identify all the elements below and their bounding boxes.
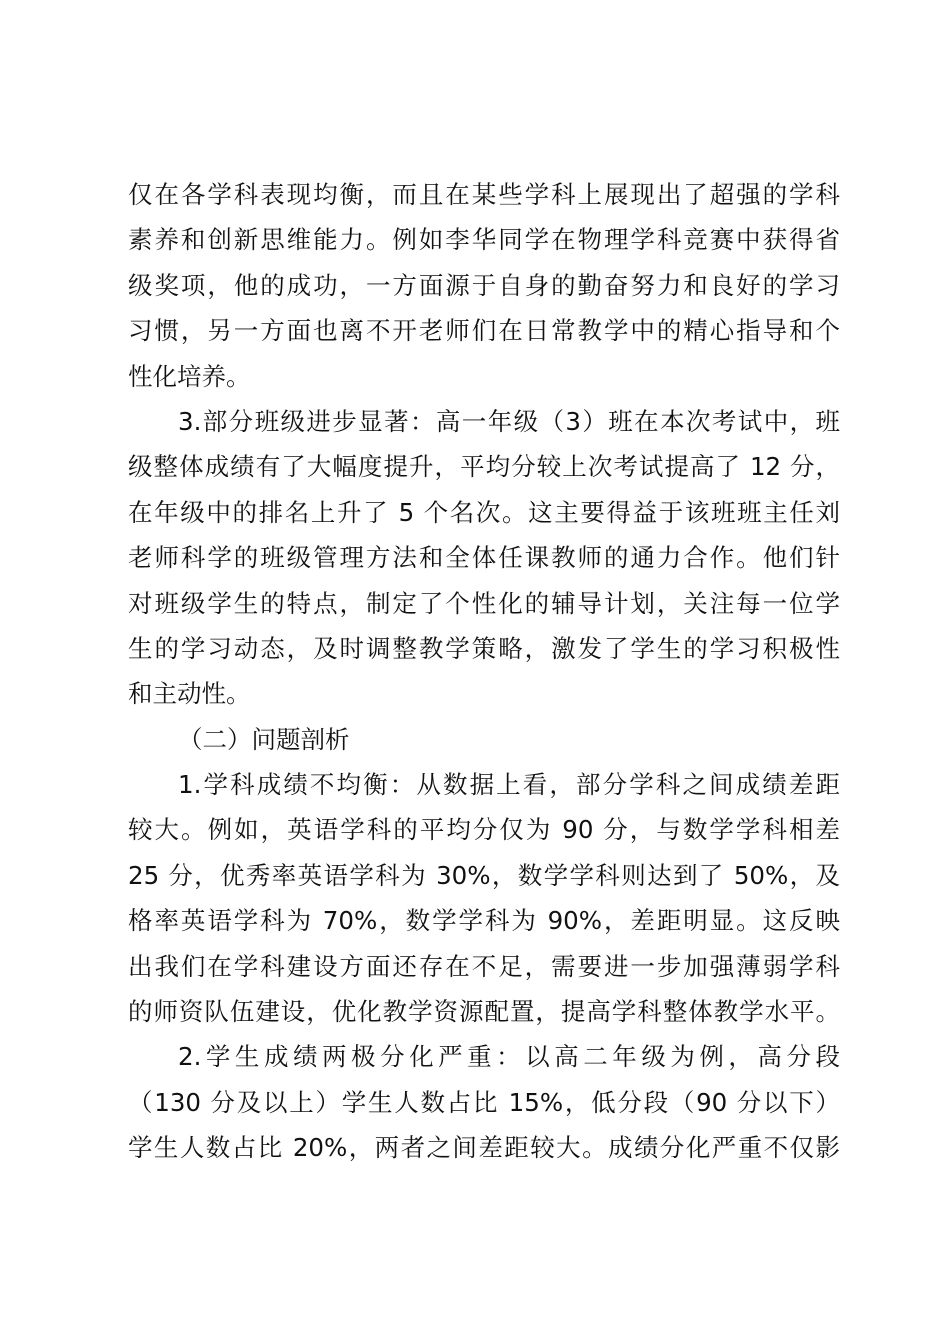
text-line: 的师资队伍建设，优化教学资源配置，提高学科整体教学水平。: [128, 997, 840, 1027]
text-line: 较大。例如，英语学科的平均分仅为 90 分，与数学学科相差: [128, 815, 840, 845]
text-line: 性化培养。: [128, 361, 251, 391]
text-line: 素养和创新思维能力。例如李华同学在物理学科竞赛中获得省: [128, 225, 840, 255]
text-line: 仅在各学科表现均衡，而且在某些学科上展现出了超强的学科: [128, 180, 840, 209]
text-line: 和主动性。: [128, 679, 251, 709]
text-line: 1.学科成绩不均衡：从数据上看，部分学科之间成绩差距: [178, 770, 840, 800]
text-line: 级整体成绩有了大幅度提升，平均分较上次考试提高了 12 分，: [128, 452, 840, 482]
body-text: [128, 172, 840, 1171]
text-line: 出我们在学科建设方面还存在不足，需要进一步加强薄弱学科: [128, 951, 840, 981]
text-line: 生的学习动态，及时调整教学策略，激发了学生的学习积极性: [128, 633, 840, 663]
text-line: 级奖项，他的成功，一方面源于自身的勤奋努力和良好的学习: [128, 270, 840, 300]
text-line: 学生人数占比 20%，两者之间差距较大。成绩分化严重不仅影: [128, 1133, 840, 1163]
text-line: （130 分及以上）学生人数占比 15%，低分段（90 分以下）: [128, 1087, 840, 1117]
text-line: 2.学生成绩两极分化严重：以高二年级为例，高分段: [178, 1042, 840, 1072]
text-line: 对班级学生的特点，制定了个性化的辅导计划，关注每一位学: [128, 588, 840, 618]
text-line: 25 分，优秀率英语学科为 30%，数学学科则达到了 50%，及: [128, 860, 840, 890]
section-heading: （二）问题剖析: [178, 724, 350, 754]
text-line: 在年级中的排名上升了 5 个名次。这主要得益于该班班主任刘: [128, 497, 840, 527]
text-line: 习惯，另一方面也离不开老师们在日常教学中的精心指导和个: [128, 316, 840, 346]
text-line: 格率英语学科为 70%，数学学科为 90%，差距明显。这反映: [128, 906, 840, 936]
text-line: 3.部分班级进步显著：高一年级（3）班在本次考试中，班: [178, 406, 840, 436]
text-line: 老师科学的班级管理方法和全体任课教师的通力合作。他们针: [128, 543, 840, 573]
